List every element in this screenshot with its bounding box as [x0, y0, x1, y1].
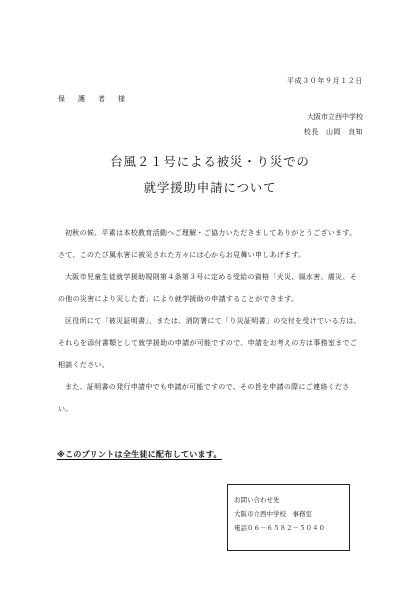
body-paragraph-3: 区役所にて「被災証明書」、または、消防署にて「り災証明書」の交付を受けている方は、それらを添付書類として就学援助の申請が可能ですので、申請をお考えの方は事務室までご相談ください。: [58, 317, 361, 369]
title-line-1: 台風２１号による被災・り災での: [110, 154, 310, 169]
school-name: 大阪市立西中学校: [307, 113, 363, 121]
document-date: 平成３０年９月１２日: [287, 77, 363, 85]
distribution-note: ※このプリントは全生徒に配布しています。: [57, 450, 222, 459]
contact-phone: 電話０６－６５８２－５０４０: [234, 524, 325, 532]
title-line-2: 就学援助申請について: [143, 180, 277, 195]
body-paragraph-4: また、証明書の発行申請中でも申請が可能ですので、その旨を申請の際にご連絡ください。: [58, 383, 350, 413]
principal-name: 校長 山岡 良知: [303, 128, 363, 136]
contact-office: 大阪市立西中学校 事務室: [234, 510, 312, 518]
body-text: [58, 222, 363, 420]
contact-box: [227, 484, 350, 551]
addressee: 保 護 者 様: [58, 95, 128, 103]
body-paragraph-1: 初秋の候、平素は本校教育活動へご理解・ご協力いただきましてありがとうございます。さて、このたび風水害に被災された方々には心からお見舞い申しあげます。: [58, 229, 357, 259]
body-paragraph-2: 大阪市児童生徒就学援助規則第４条第３号に定める受給の資格「火災、風水害、震災、その他の災害により災した者」により就学援助の申請することができます。: [58, 273, 357, 303]
contact-heading: お問い合わせ先: [234, 496, 280, 504]
sender-block: [304, 110, 363, 140]
